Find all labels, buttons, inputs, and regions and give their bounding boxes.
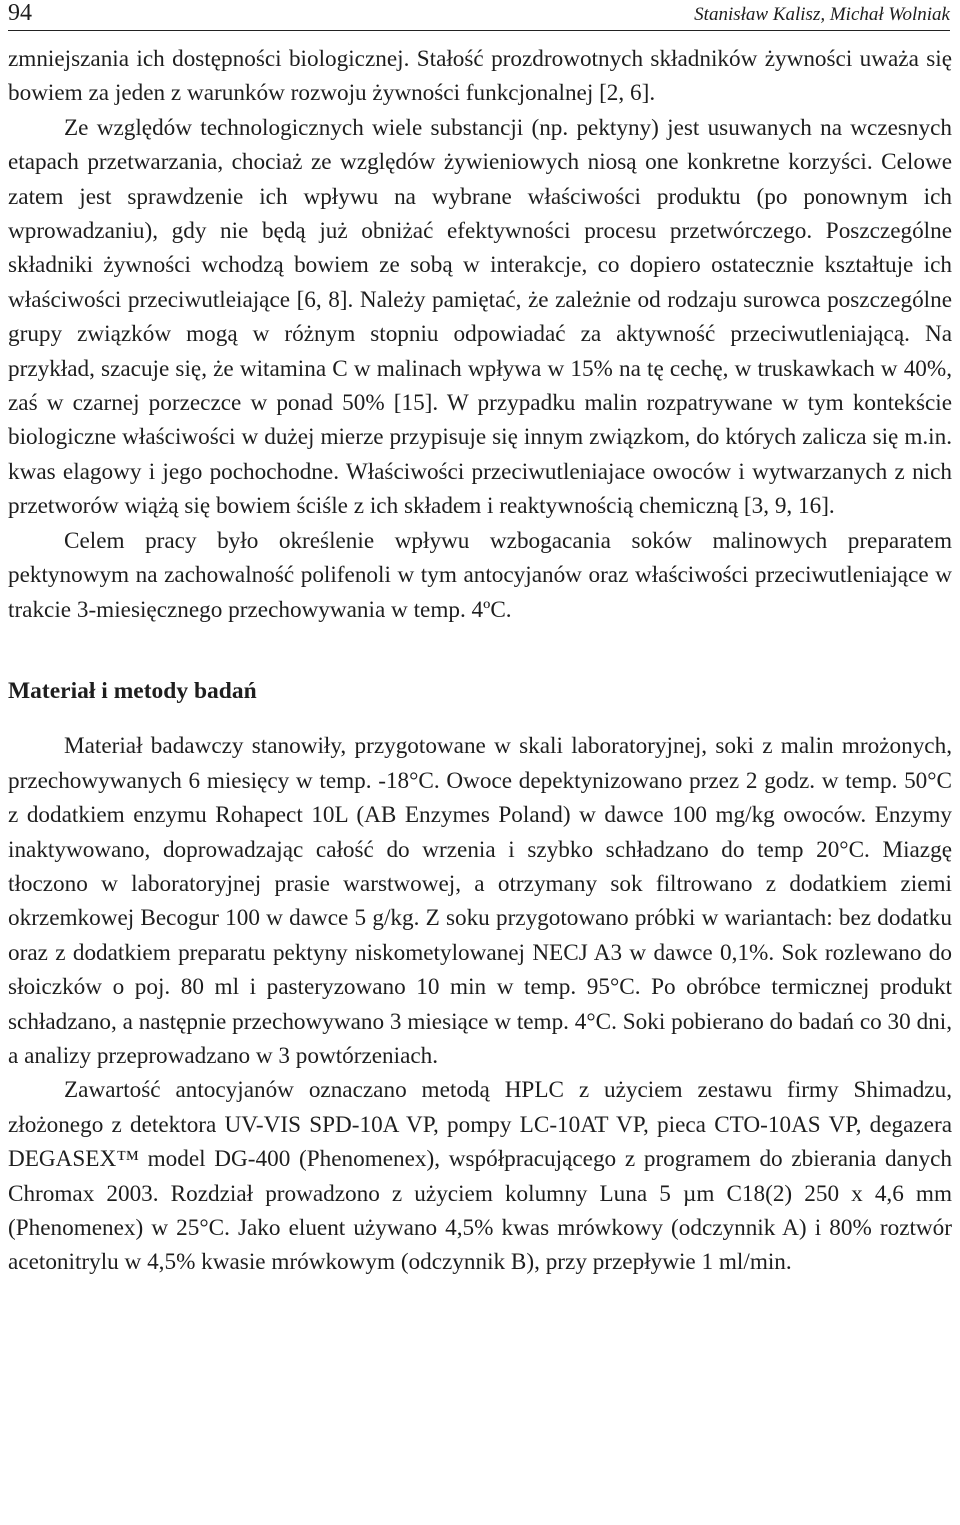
paragraph-hplc-method: Zawartość antocyjanów oznaczano metodą HPLC z użyciem zestawu firmy Shimadzu, złożonego z detektora UV-VIS SPD-10A VP, pompy LC-10AT VP, pieca CTO-10AS VP, degazera DEGASEX™ model DG-400 (Phenomenex), współpracującego z programem do zbierania danych Chromax 2003. Rozdział prowadzono z użyciem kolumny Luna 5 µm C18(2) 250 x 4,6 mm (Phenomenex) w 25°C. Jako eluent używano 4,5% kwas mrówkowy (odczynnik A) i 80% roztwór acetonitrylu w 4,5% kwasie mrówkowym (odczynnik B), przy przepływie 1 ml/min. (8, 1077, 952, 1276)
page-number: 94 (8, 0, 32, 26)
section-heading-methods: Materiał i metody badań (8, 677, 257, 704)
page-header (8, 0, 950, 31)
paragraph-aim-of-study: Celem pracy było określenie wpływu wzbogacania soków malinowych preparatem pektynowym na zachowalność polifenoli w tym antocyjanów oraz właściwości przeciwutleniające w trakcie 3-miesięcznego przechowywania w temp. 4ºC. (8, 527, 952, 623)
paragraph-research-material: Materiał badawczy stanowiły, przygotowane w skali laboratoryjnej, soki z malin mrożonych, przechowywanych 6 miesięcy w temp. -18°C. Owoce depektynizowano przez 2 godz. w temp. 50°C z dodatkiem enzymu Rohapect 10L (AB Enzymes Poland) w dawce 100 mg/kg owoców. Enzymy inaktywowano, doprowadzając całość do wrzenia i szybko schładzano do temp 20°C. Miazgę tłoczono w laboratoryjnej prasie warstwowej, a otrzymany sok filtrowano z dodatkiem ziemi okrzemkowej Becogur 100 w dawce 5 g/kg. Z soku przygotowano próbki w wariantach: bez dodatku oraz z dodatkiem preparatu pektyny niskometylowanej NECJ A3 w dawce 0,1%. Sok rozlewano do słoiczków o poj. 80 ml i pasteryzowano 10 min w temp. 95°C. Po obróbce termicznej produkt schładzano, a następnie przechowywano 3 miesiące w temp. 4°C. Soki pobierano do badań co 30 dni, a analizy przeprowadzano w 3 powtórzeniach. (8, 733, 952, 1069)
running-head-authors: Stanisław Kalisz, Michał Wolniak (694, 4, 950, 25)
paragraph-technological-aspects: Ze względów technologicznych wiele substancji (np. pektyny) jest usuwanych na wczesnych etapach przetwarzania, chociaż ze względów żywieniowych niosą one konkretne korzyści. Celowe zatem jest sprawdzenie ich wpływu na wybrane właściwości produktu (po ponownym ich wprowadzaniu), gdy nie będą już obniżać efektywności procesu przetwórczego. Poszczególne składniki żywności wchodzą bowiem ze sobą w interakcje, co dopiero ostatecznie kształtuje ich właściwości przeciwutleiające [6, 8]. Należy pamiętać, że zależnie od rodzaju surowca poszczególne grupy związków mogą w różnym stopniu odpowiadać za aktywność przeciwutleniającą. Na przykład, szacuje się, że witamina C w malinach wpływa w 15% na tę cechę, w truskawkach w 40%, zaś w czarnej porzeczce w ponad 50% [15]. W przypadku malin rozpatrywane w tym kontekście biologiczne właściwości w dużej mierze przypisuje się innym związkom, do których zalicza się m.in. kwas elagowy i jego pochochodne. Właściwości przeciwutleniajace owoców i wytwarzanych z nich przetworów wiążą się bowiem ściśle z ich składem i reaktywnością chemiczną [3, 9, 16]. (8, 114, 952, 520)
page-body (8, 42, 952, 1280)
paragraph-continuation: zmniejszania ich dostępności biologicznej. Stałość prozdrowotnych składników żywności uważa się bowiem za jeden z warunków rozwoju żywności funkcjonalnej [2, 6]. (8, 46, 952, 107)
